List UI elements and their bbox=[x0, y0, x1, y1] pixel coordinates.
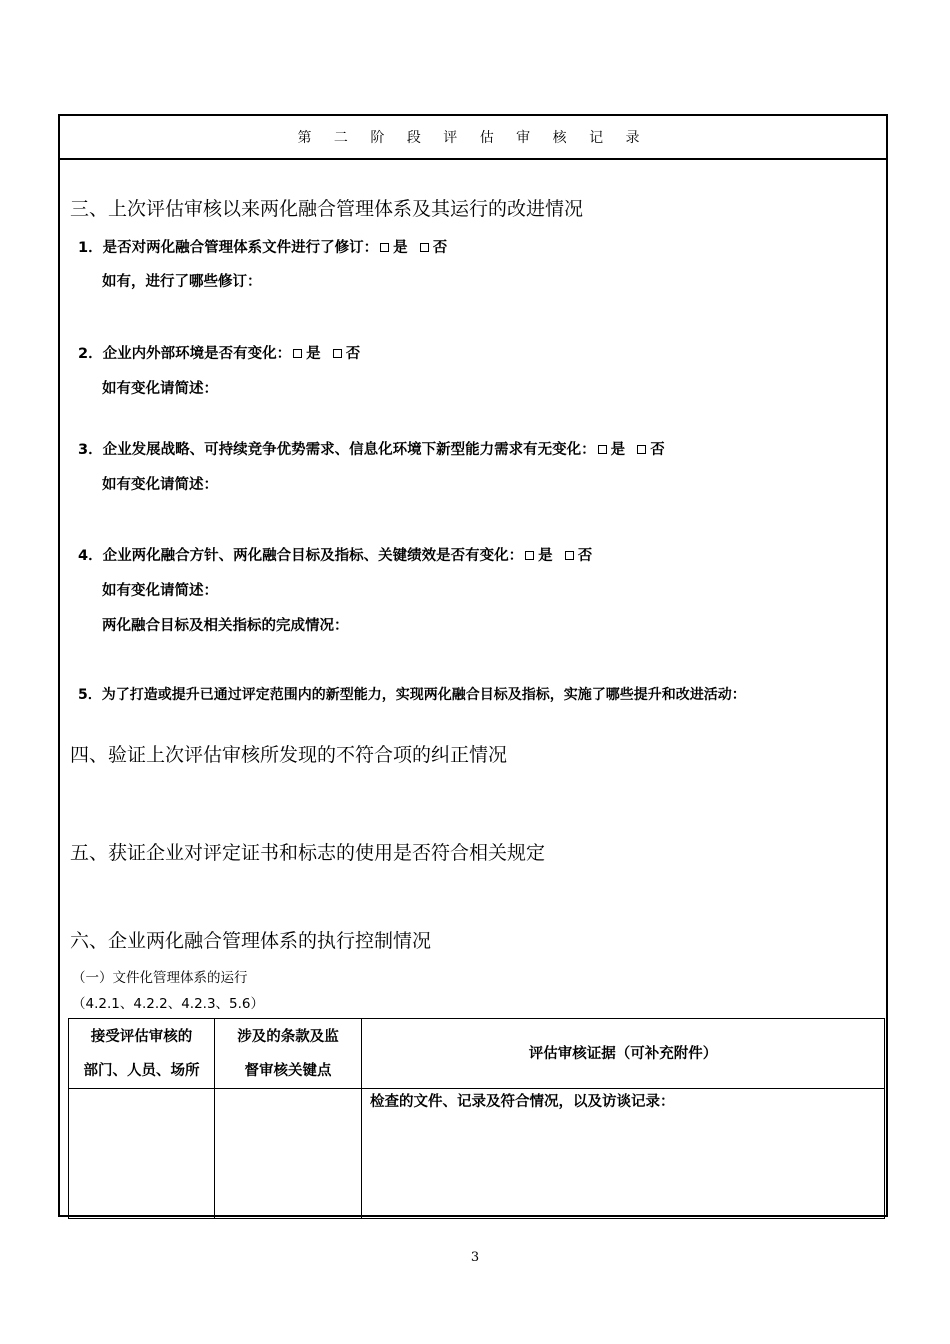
no-label: 否 bbox=[345, 346, 361, 362]
question-3 bbox=[78, 438, 665, 459]
section-6-title: 六、企业两化融合管理体系的执行控制情况 bbox=[70, 930, 432, 952]
no-checkbox[interactable] bbox=[565, 551, 574, 560]
column-header-department-line2: 部门、人员、场所 bbox=[83, 1062, 200, 1079]
section-5-title: 五、获证企业对评定证书和标志的使用是否符合相关规定 bbox=[70, 842, 546, 864]
yes-label: 是 bbox=[393, 240, 408, 256]
page-number: 3 bbox=[470, 1250, 480, 1265]
department-cell[interactable] bbox=[69, 1089, 215, 1219]
yes-checkbox[interactable] bbox=[380, 243, 389, 252]
clauses-cell[interactable] bbox=[215, 1089, 362, 1219]
no-checkbox[interactable] bbox=[637, 445, 646, 454]
yes-label: 是 bbox=[306, 346, 321, 362]
question-1-followup: 如有，进行了哪些修订： bbox=[102, 274, 262, 290]
no-checkbox[interactable] bbox=[333, 349, 342, 358]
question-4 bbox=[78, 544, 592, 565]
column-header-evidence: 评估审核证据（可补充附件） bbox=[362, 1019, 885, 1089]
question-3-text: 3．企业发展战略、可持续竞争优势需求、信息化环境下新型能力需求有无变化： bbox=[78, 442, 596, 458]
question-2 bbox=[78, 342, 360, 363]
evidence-cell[interactable] bbox=[362, 1089, 885, 1219]
record-form bbox=[58, 114, 888, 1217]
column-header-department-line1: 接受评估审核的 bbox=[90, 1028, 193, 1045]
section-4-title: 四、验证上次评估审核所发现的不符合项的纠正情况 bbox=[70, 744, 508, 766]
column-header-department bbox=[69, 1019, 215, 1089]
no-checkbox[interactable] bbox=[420, 243, 429, 252]
no-label: 否 bbox=[650, 442, 665, 458]
question-1-text: 1．是否对两化融合管理体系文件进行了修订： bbox=[78, 240, 379, 256]
yes-label: 是 bbox=[538, 548, 553, 564]
no-label: 否 bbox=[432, 240, 448, 256]
question-1 bbox=[78, 236, 447, 257]
column-header-clauses-line1: 涉及的条款及监 bbox=[237, 1028, 339, 1045]
question-3-followup: 如有变化请简述： bbox=[102, 477, 218, 493]
column-header-clauses-line2: 督审核关键点 bbox=[244, 1062, 332, 1079]
question-4-followup: 如有变化请简述： bbox=[102, 583, 218, 599]
section-6-subtitle: （一）文件化管理体系的运行 bbox=[72, 970, 248, 986]
section-3-title: 三、上次评估审核以来两化融合管理体系及其运行的改进情况 bbox=[70, 198, 584, 220]
yes-checkbox[interactable] bbox=[293, 349, 302, 358]
yes-checkbox[interactable] bbox=[525, 551, 534, 560]
yes-label: 是 bbox=[610, 442, 626, 458]
audit-table bbox=[68, 1018, 885, 1219]
no-label: 否 bbox=[577, 548, 593, 564]
question-2-followup: 如有变化请简述： bbox=[102, 381, 218, 397]
question-4-text: 4．企业两化融合方针、两化融合目标及指标、关键绩效是否有变化： bbox=[78, 548, 524, 564]
evidence-label: 检查的文件、记录及符合情况，以及访谈记录： bbox=[370, 1094, 675, 1110]
section-6-clauses: （4.2.1、4.2.2、4.2.3、5.6） bbox=[72, 996, 265, 1012]
form-header: 第 二 阶 段 评 估 审 核 记 录 bbox=[60, 116, 886, 160]
question-2-text: 2．企业内外部环境是否有变化： bbox=[78, 346, 292, 362]
question-4-followup-2: 两化融合目标及相关指标的完成情况： bbox=[102, 618, 349, 634]
yes-checkbox[interactable] bbox=[598, 445, 607, 454]
question-5: 5．为了打造或提升已通过评定范围内的新型能力，实现两化融合目标及指标，实施了哪些提升和改进活动： bbox=[78, 687, 746, 703]
column-header-clauses bbox=[215, 1019, 362, 1089]
